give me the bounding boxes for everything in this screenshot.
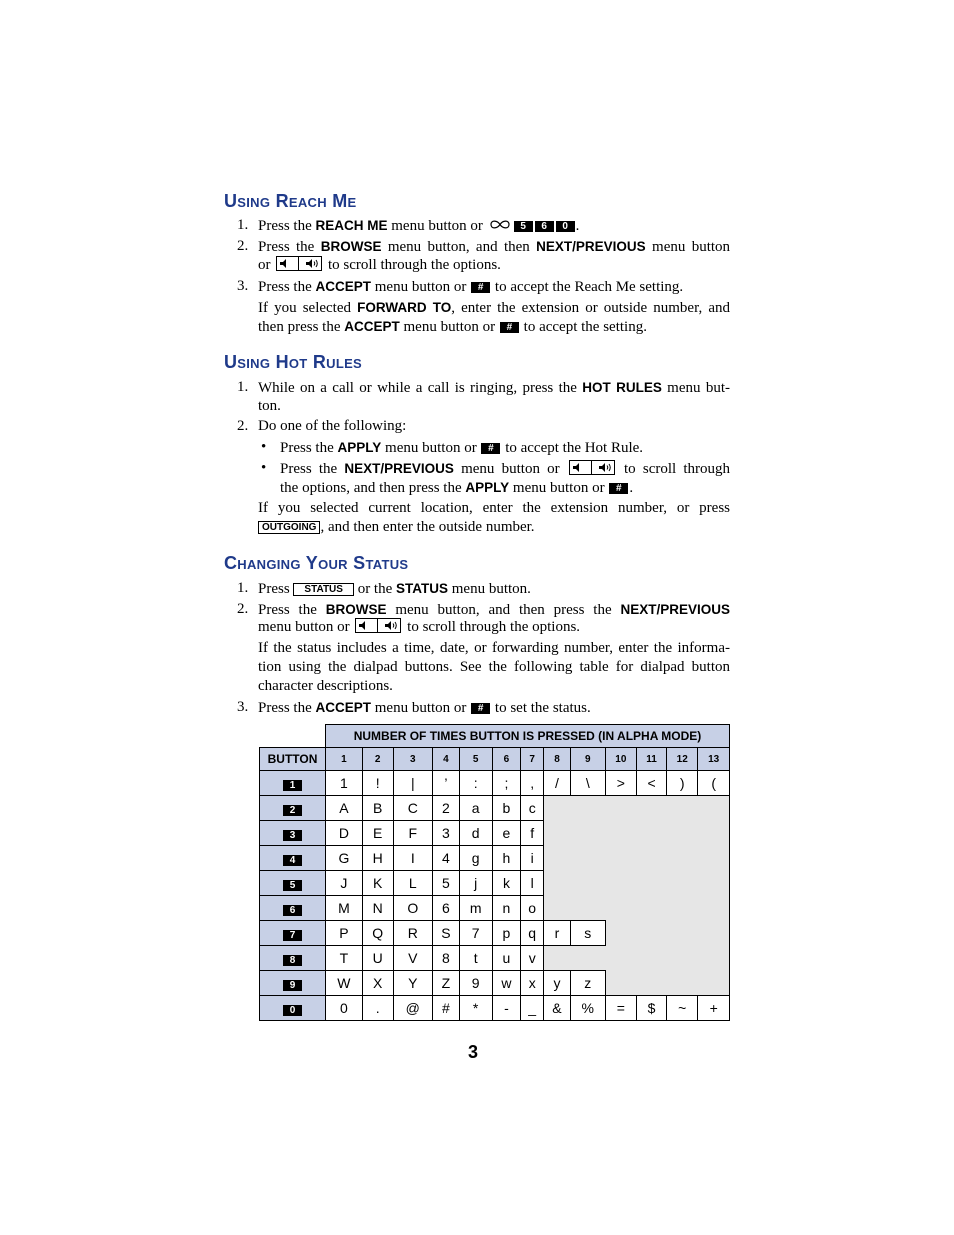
char-cell: < <box>637 771 667 796</box>
hot-rules-step-1-line-2: ton. <box>258 398 281 414</box>
button-cell <box>260 846 326 871</box>
text: menu button or <box>403 319 496 335</box>
text: Press the <box>280 440 334 456</box>
char-cell: 2 <box>432 796 459 821</box>
char-cell: n <box>492 896 521 921</box>
button-cell <box>260 796 326 821</box>
char-cell: 9 <box>459 971 492 996</box>
char-cell: D <box>326 821 363 846</box>
empty-shaded-cell <box>544 946 730 971</box>
char-cell: = <box>605 996 636 1021</box>
table-row <box>260 771 730 796</box>
char-cell: F <box>393 821 432 846</box>
text: to set the status. <box>494 700 591 716</box>
char-cell: c <box>521 796 544 821</box>
volume-keys-icon <box>276 256 322 271</box>
column-header: 5 <box>459 748 492 771</box>
text: or <box>258 257 271 273</box>
char-cell: . <box>362 996 393 1021</box>
char-cell: A <box>326 796 363 821</box>
text: menu button or <box>385 440 477 456</box>
infinity-icon <box>489 219 511 230</box>
char-cell: T <box>326 946 363 971</box>
empty-shaded-cell <box>544 796 730 821</box>
text: If you selected <box>258 300 352 316</box>
char-cell: w <box>492 971 521 996</box>
column-header: 8 <box>544 748 571 771</box>
speaker-icon <box>305 258 319 269</box>
step-number: 1. <box>237 580 249 596</box>
text: menu button or <box>374 700 467 716</box>
empty-shaded-cell <box>544 871 730 896</box>
bullet: • <box>261 460 267 476</box>
text: Press the <box>280 461 338 477</box>
char-cell: f <box>521 821 544 846</box>
char-cell: E <box>362 821 393 846</box>
empty-shaded-cell <box>544 821 730 846</box>
button-cell <box>260 771 326 796</box>
text: Press the <box>258 218 312 234</box>
char-cell: t <box>459 946 492 971</box>
bold-term: STATUS <box>396 581 449 596</box>
char-cell: L <box>393 871 432 896</box>
heading-using-hot-rules: Using Hot Rules <box>224 352 363 372</box>
bold-term: BROWSE <box>320 239 382 254</box>
char-cell: k <box>492 871 521 896</box>
char-cell: * <box>459 996 492 1021</box>
char-cell: @ <box>393 996 432 1021</box>
char-cell: | <box>393 771 432 796</box>
status-step-3 <box>258 698 730 718</box>
text: . <box>575 218 580 234</box>
char-cell: Z <box>432 971 459 996</box>
char-cell: i <box>521 846 544 871</box>
bold-term: NEXT/PREVIOUS <box>344 461 454 476</box>
text: menu button or <box>461 461 560 477</box>
char-cell: p <box>492 921 521 946</box>
text: menu button or <box>258 619 350 635</box>
text: to scroll through the options. <box>407 619 581 635</box>
char-cell: m <box>459 896 492 921</box>
char-cell: : <box>459 771 492 796</box>
button-cell <box>260 896 326 921</box>
char-cell: > <box>605 771 636 796</box>
char-cell: S <box>432 921 459 946</box>
status-note-line-2: tion using the dialpad buttons. See the following table for dialpad button <box>258 659 730 675</box>
text: While on a call or while a call is ringing, press the <box>258 380 577 396</box>
status-step-2-line-1 <box>258 600 730 620</box>
char-cell: J <box>326 871 363 896</box>
column-header: 6 <box>492 748 521 771</box>
dialpad-key: 3 <box>283 830 302 841</box>
text: to accept the setting. <box>523 319 647 335</box>
char-cell: ’ <box>432 771 459 796</box>
bold-term: BROWSE <box>325 602 387 617</box>
step-number: 2. <box>237 238 249 254</box>
button-column-header: BUTTON <box>260 748 326 771</box>
column-header: 10 <box>605 748 636 771</box>
column-header: 4 <box>432 748 459 771</box>
char-cell: - <box>492 996 521 1021</box>
char-cell: y <box>544 971 571 996</box>
text: Press the <box>258 700 312 716</box>
table-row <box>260 896 730 921</box>
text: to accept the Hot Rule. <box>505 440 644 456</box>
char-cell: ! <box>362 771 393 796</box>
bold-term: FORWARD TO <box>357 300 452 315</box>
empty-shaded-cell <box>605 921 729 946</box>
pound-key: # <box>481 443 500 454</box>
empty-shaded-cell <box>544 896 730 921</box>
char-cell: Y <box>393 971 432 996</box>
text: Press the <box>258 602 317 618</box>
dialpad-key: 8 <box>283 955 302 966</box>
button-cell <box>260 971 326 996</box>
dialpad-key: 4 <box>283 855 302 866</box>
column-header: 2 <box>362 748 393 771</box>
button-cell <box>260 871 326 896</box>
column-header: 1 <box>326 748 363 771</box>
char-cell: a <box>459 796 492 821</box>
char-cell: H <box>362 846 393 871</box>
char-cell: M <box>326 896 363 921</box>
char-cell: R <box>393 921 432 946</box>
char-cell: $ <box>637 996 667 1021</box>
column-header: 9 <box>570 748 605 771</box>
button-cell <box>260 946 326 971</box>
text: , and then enter the outside number. <box>320 519 535 535</box>
bold-term: ACCEPT <box>315 700 372 715</box>
reach-me-note-line-2 <box>258 317 730 337</box>
char-cell: N <box>362 896 393 921</box>
button-cell <box>260 821 326 846</box>
pound-key: # <box>471 703 490 714</box>
reach-me-note-line-1 <box>258 298 730 318</box>
char-cell: ~ <box>667 996 698 1021</box>
status-key: STATUS <box>293 583 354 596</box>
char-cell: r <box>544 921 571 946</box>
char-cell: 8 <box>432 946 459 971</box>
char-cell: / <box>544 771 571 796</box>
reach-me-step-2-line-1 <box>258 237 730 257</box>
char-cell: v <box>521 946 544 971</box>
dialpad-key-6: 6 <box>535 221 554 232</box>
page-number: 3 <box>468 1042 479 1062</box>
char-cell: & <box>544 996 571 1021</box>
step-number: 2. <box>237 418 249 434</box>
text: to accept the Reach Me setting. <box>494 279 684 295</box>
char-cell: ; <box>492 771 521 796</box>
table-row <box>260 846 730 871</box>
column-header: 13 <box>698 748 730 771</box>
char-cell: O <box>393 896 432 921</box>
reach-me-step-3 <box>258 277 730 297</box>
pound-key: # <box>609 483 628 494</box>
char-cell: # <box>432 996 459 1021</box>
bold-term: HOT RULES <box>582 380 662 395</box>
char-cell: o <box>521 896 544 921</box>
char-cell: W <box>326 971 363 996</box>
char-cell: s <box>570 921 605 946</box>
table-row <box>260 821 730 846</box>
char-cell: X <box>362 971 393 996</box>
char-cell: B <box>362 796 393 821</box>
char-cell: h <box>492 846 521 871</box>
char-cell: e <box>492 821 521 846</box>
char-cell: 7 <box>459 921 492 946</box>
dialpad-key: 9 <box>283 980 302 991</box>
text: . <box>629 480 634 496</box>
step-number: 1. <box>237 379 249 395</box>
hot-rules-step-1-line-1 <box>258 378 730 398</box>
reach-me-step-2-line-2 <box>258 256 730 275</box>
table-title: NUMBER OF TIMES BUTTON IS PRESSED (IN ALPHA MODE) <box>326 725 730 748</box>
char-cell: % <box>570 996 605 1021</box>
volume-keys-icon <box>355 618 401 633</box>
char-cell: d <box>459 821 492 846</box>
speaker-icon <box>358 620 370 631</box>
button-cell <box>260 921 326 946</box>
button-cell <box>260 996 326 1021</box>
char-cell: 1 <box>326 771 363 796</box>
volume-keys-icon <box>569 460 615 475</box>
char-cell: Q <box>362 921 393 946</box>
dialpad-key-5: 5 <box>514 221 533 232</box>
bold-term: ACCEPT <box>315 279 372 294</box>
char-cell: \ <box>570 771 605 796</box>
char-cell: 3 <box>432 821 459 846</box>
text: menu button, and then press the <box>395 602 612 618</box>
text: to scroll through <box>624 461 731 477</box>
column-header: 3 <box>393 748 432 771</box>
column-header: 11 <box>637 748 667 771</box>
char-cell: q <box>521 921 544 946</box>
speaker-icon <box>598 462 612 473</box>
status-note-line-3: character descriptions. <box>258 678 393 694</box>
bold-term: NEXT/PREVIOUS <box>620 602 731 617</box>
char-cell: ( <box>698 771 730 796</box>
hot-rules-note-line-2 <box>258 518 730 537</box>
text: menu button or <box>391 218 483 234</box>
dialpad-key: 0 <box>283 1005 302 1016</box>
empty-shaded-cell <box>605 971 729 996</box>
dialpad-key: 2 <box>283 805 302 816</box>
bullet: • <box>261 439 267 455</box>
table-row <box>260 946 730 971</box>
speaker-icon <box>279 258 291 269</box>
table-row <box>260 871 730 896</box>
status-step-2-line-2 <box>258 618 730 637</box>
text: Press <box>258 581 290 597</box>
step-number: 2. <box>237 601 249 617</box>
char-cell: ) <box>667 771 698 796</box>
table-row <box>260 796 730 821</box>
column-header: 7 <box>521 748 544 771</box>
char-cell: I <box>393 846 432 871</box>
dialpad-key-0: 0 <box>556 221 575 232</box>
bold-term: NEXT/PREVIOUS <box>536 239 646 254</box>
heading-using-reach-me: Using Reach Me <box>224 191 357 211</box>
text: menu button, and then <box>387 239 530 255</box>
char-cell: , <box>521 771 544 796</box>
text: menu button or <box>374 279 467 295</box>
pound-key: # <box>471 282 490 293</box>
hot-rules-bullet-2-line-1 <box>280 459 730 479</box>
char-cell: l <box>521 871 544 896</box>
char-cell: C <box>393 796 432 821</box>
char-cell: G <box>326 846 363 871</box>
table-row <box>260 921 730 946</box>
dialpad-key: 1 <box>283 780 302 791</box>
outgoing-key: OUTGOING <box>258 521 320 534</box>
table-corner <box>260 725 326 748</box>
speaker-icon <box>572 462 584 473</box>
table-row <box>260 971 730 996</box>
text: the options, and then press the <box>280 480 462 496</box>
step-number: 3. <box>237 699 249 715</box>
char-cell: 6 <box>432 896 459 921</box>
status-step-1 <box>258 579 730 599</box>
bold-term: ACCEPT <box>344 319 400 334</box>
char-cell: K <box>362 871 393 896</box>
bold-term: REACH ME <box>315 218 388 233</box>
dialpad-key: 5 <box>283 880 302 891</box>
hot-rules-step-2: Do one of the following: <box>258 418 407 434</box>
text: then press the <box>258 319 341 335</box>
text: or the <box>357 581 393 597</box>
char-cell: 0 <box>326 996 363 1021</box>
table-row <box>260 996 730 1021</box>
reach-me-step-1 <box>258 216 730 236</box>
hot-rules-bullet-1 <box>280 438 730 458</box>
speaker-icon <box>384 620 398 631</box>
hot-rules-note-line-1: If you selected current location, enter the extension number, or press <box>258 500 730 516</box>
text: menu button or <box>512 480 605 496</box>
char-cell: V <box>393 946 432 971</box>
char-cell: j <box>459 871 492 896</box>
step-number: 1. <box>237 217 249 233</box>
char-cell: g <box>459 846 492 871</box>
dialpad-key: 6 <box>283 905 302 916</box>
heading-changing-your-status: Changing Your Status <box>224 553 409 573</box>
hot-rules-bullet-2-line-2 <box>280 478 730 498</box>
char-cell: x <box>521 971 544 996</box>
text: to scroll through the options. <box>328 257 501 273</box>
char-cell: z <box>570 971 605 996</box>
text: menu but- <box>667 380 730 396</box>
pound-key: # <box>500 322 519 333</box>
char-cell: + <box>698 996 730 1021</box>
bold-term: APPLY <box>337 440 382 455</box>
dialpad-character-table <box>259 724 730 1021</box>
text: Press the <box>258 239 315 255</box>
char-cell: 5 <box>432 871 459 896</box>
text: menu button <box>652 239 731 255</box>
dialpad-key: 7 <box>283 930 302 941</box>
empty-shaded-cell <box>544 846 730 871</box>
text: Press the <box>258 279 312 295</box>
char-cell: b <box>492 796 521 821</box>
step-number: 3. <box>237 278 249 294</box>
char-cell: _ <box>521 996 544 1021</box>
char-cell: P <box>326 921 363 946</box>
text: menu button. <box>451 581 531 597</box>
column-header: 12 <box>667 748 698 771</box>
status-note-line-1: If the status includes a time, date, or forwarding number, enter the informa- <box>258 640 730 656</box>
char-cell: 4 <box>432 846 459 871</box>
char-cell: u <box>492 946 521 971</box>
bold-term: APPLY <box>465 480 510 495</box>
text: , enter the extension or outside number, and <box>451 300 730 316</box>
char-cell: U <box>362 946 393 971</box>
